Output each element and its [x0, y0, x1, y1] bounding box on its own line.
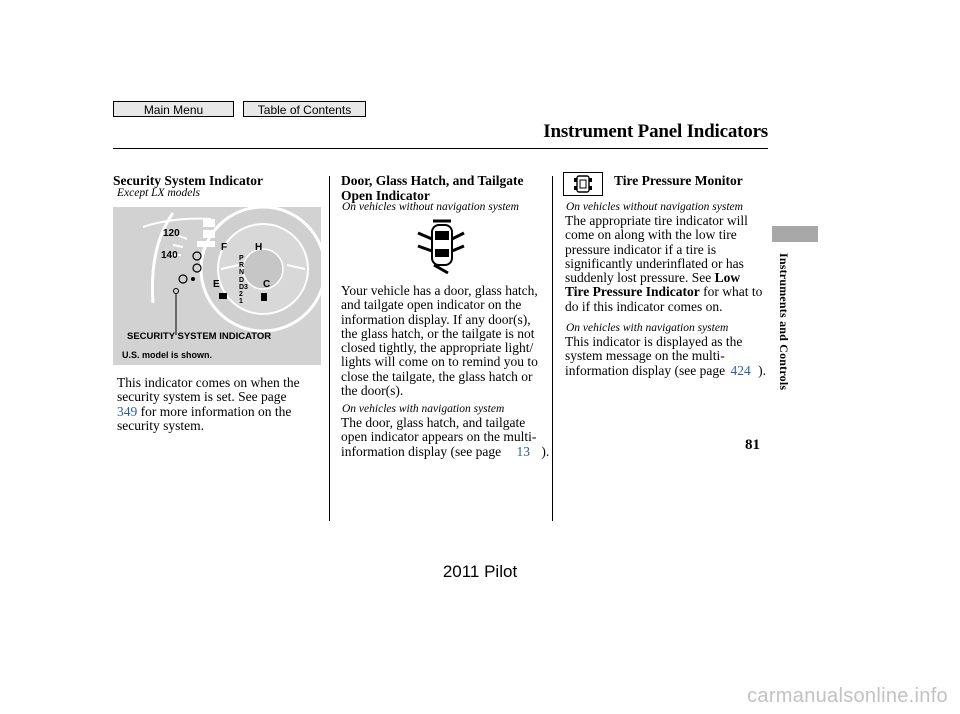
- tire-sub-with-nav: On vehicles with navigation system: [566, 322, 729, 334]
- security-indicator-figure: [113, 207, 321, 365]
- door-open-icon: [416, 219, 466, 275]
- gear-p: P: [239, 255, 244, 262]
- section-side-label: Instruments and Controls: [777, 253, 791, 391]
- tire-pressure-icon: [563, 172, 603, 196]
- tire-p1-line-7: do if this indicator comes on.: [565, 298, 723, 314]
- door-p2-close: ).: [541, 443, 550, 459]
- security-line-2: security system is set. See page: [117, 389, 287, 405]
- security-line-4: security system.: [117, 417, 204, 433]
- tire-p1-after: for what to: [703, 284, 763, 300]
- tire-p2-line-1: This indicator is displayed as the: [565, 334, 743, 349]
- tire-p1-line-6: [565, 285, 775, 299]
- security-paragraph: [117, 376, 327, 433]
- speed-label-140: 140: [161, 250, 178, 261]
- door-heading-line-1: Door, Glass Hatch, and Tailgate: [341, 173, 524, 188]
- page-link-424[interactable]: 424: [730, 362, 751, 378]
- page-title: Instrument Panel Indicators: [543, 121, 768, 142]
- door-p1-line-7: close the tailgate, the glass hatch or: [341, 368, 533, 384]
- door-p2-line-1: The door, glass hatch, and tailgate: [341, 415, 526, 430]
- door-sub-without-nav: On vehicles without navigation system: [342, 201, 519, 213]
- tire-p1-line-2: come on along with the low tire: [565, 227, 737, 243]
- low-tire-link-part-1[interactable]: Low: [714, 270, 741, 286]
- tire-p2-line-3-text: information display (see page: [565, 362, 726, 378]
- door-paragraph-2: [341, 416, 553, 459]
- door-p2-line-3: [341, 445, 553, 459]
- door-p1-line-6: lights will come on to remind you to: [341, 354, 538, 370]
- table-of-contents-button[interactable]: Table of Contents: [243, 101, 366, 117]
- page-link-13[interactable]: 13: [516, 443, 530, 459]
- gear-n: N: [239, 269, 245, 277]
- tire-p1-line-1: The appropriate tire indicator will: [565, 213, 748, 228]
- gear-r: R: [239, 262, 245, 270]
- tire-paragraph-2: [565, 335, 775, 378]
- section-tab: [772, 226, 818, 242]
- temp-hot-label: H: [255, 242, 263, 253]
- security-heading: Security System Indicator: [113, 173, 263, 188]
- tire-sub-without-nav: On vehicles without navigation system: [566, 201, 743, 213]
- tire-p1-line-5: [565, 271, 775, 285]
- watermark: carmanualsonline.info: [747, 685, 948, 707]
- door-p1-line-1: Your vehicle has a door, glass hatch,: [341, 283, 538, 298]
- tire-p1-see: suddenly lost pressure. See: [565, 270, 712, 286]
- door-p1-line-5: closed tightly, the appropriate light/: [341, 340, 534, 356]
- security-line-3: [117, 405, 327, 419]
- tire-p2-close: ).: [758, 362, 766, 378]
- tire-paragraph-1: [565, 214, 775, 314]
- low-tire-link-part-2[interactable]: Tire Pressure Indicator: [565, 284, 700, 300]
- page-number: 81: [745, 437, 760, 453]
- gear-indicator: [239, 255, 248, 305]
- door-sub-with-nav: On vehicles with navigation system: [342, 403, 505, 415]
- fuel-empty-label: E: [213, 279, 220, 290]
- figure-callout-label: SECURITY SYSTEM INDICATOR: [127, 331, 272, 342]
- fuel-full-label: F: [221, 242, 228, 253]
- gear-d3: D3: [239, 283, 248, 291]
- door-p1-line-3: information display. If any door(s),: [341, 311, 531, 327]
- tire-p2-line-3: [565, 364, 775, 378]
- gear-d: D: [239, 276, 245, 284]
- tire-heading: Tire Pressure Monitor: [614, 173, 743, 188]
- door-paragraph-1: [341, 284, 553, 398]
- door-p2-line-3-text: information display (see page: [341, 443, 502, 459]
- temp-cold-label: C: [263, 279, 271, 290]
- speed-label-120: 120: [163, 228, 180, 239]
- footer-model-name: 2011 Pilot: [442, 562, 518, 581]
- gear-2: 2: [239, 291, 243, 299]
- column-divider-1: [329, 176, 330, 521]
- door-p1-line-4: the glass hatch, or the tailgate is not: [341, 325, 535, 341]
- main-menu-button[interactable]: Main Menu: [113, 101, 234, 117]
- tire-p2-line-2: system message on the multi-: [565, 348, 725, 364]
- security-subheading: Except LX models: [117, 187, 201, 199]
- gear-1: 1: [239, 298, 243, 306]
- door-heading-line-2: Open Indicator: [341, 188, 430, 203]
- security-line-1: This indicator comes on when the: [117, 375, 300, 390]
- security-line-3-text: for more information on the: [140, 403, 292, 419]
- tire-p1-line-4: significantly underinflated or has: [565, 255, 744, 271]
- door-heading: [341, 173, 524, 203]
- door-p1-line-2: and tailgate open indicator on the: [341, 297, 522, 313]
- page-link-349[interactable]: 349: [117, 403, 138, 419]
- door-p2-line-2: open indicator appears on the multi-: [341, 429, 537, 445]
- door-p1-line-8: the door(s).: [341, 383, 404, 399]
- title-rule: [113, 148, 768, 149]
- figure-note: U.S. model is shown.: [122, 350, 213, 360]
- tire-p1-line-3: pressure indicator if a tire is: [565, 241, 717, 257]
